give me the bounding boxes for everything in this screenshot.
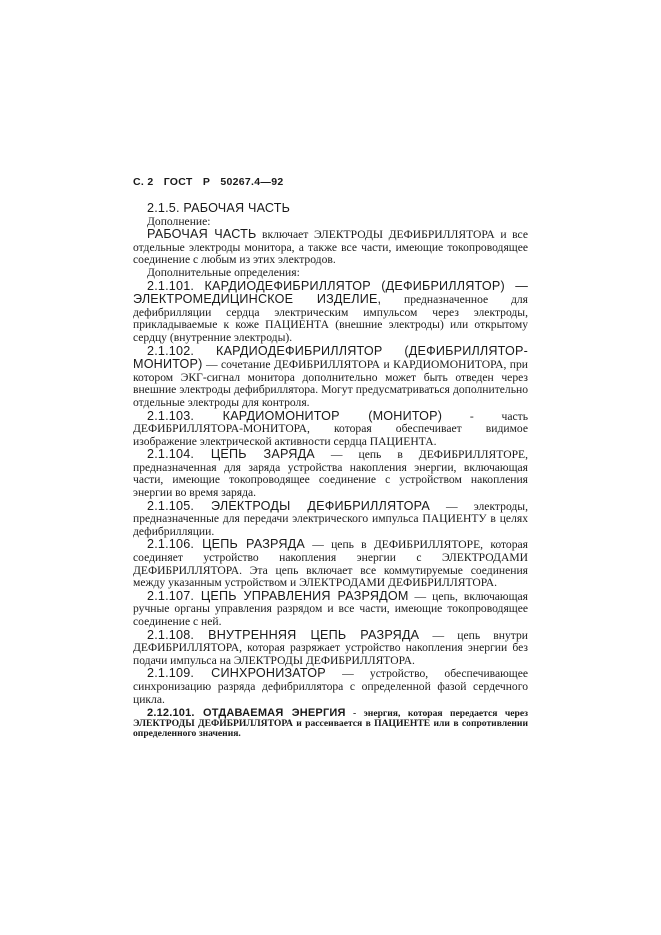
definition-2-12-101: 2.12.101. ОТДАВАЕМАЯ ЭНЕРГИЯ - энергия, которая передается через ЭЛЕКТРОДЫ ДЕФИБРИЛЛЯТОРА и рассеивается в ПАЦИЕНТЕ или в сопротивлении определенного значения. <box>133 707 528 740</box>
definition-2-1-103: 2.1.103. КАРДИОМОНИТОР (МОНИТОР) - часть ДЕФИБРИЛЛЯТОРА-МОНИТОРА, которая обеспечивает видимое изображение электрической активности сердца ПАЦИЕНТА. <box>133 408 528 448</box>
extra-definitions-label: Дополнительные определения: <box>147 265 300 279</box>
addition-label: Дополнение: <box>147 214 211 228</box>
page-number: С. 2 <box>133 176 154 188</box>
definition-2-1-108: 2.1.108. ВНУТРЕННЯЯ ЦЕПЬ РАЗРЯДА — цепь внутри ДЕФИБРИЛЛЯТОРА, которая разряжает устройство накопления энергии без подачи импульса на ЭЛЕКТРОДЫ ДЕФИБРИЛЛЯТОРА. <box>133 627 528 667</box>
standard-letter: Р <box>202 176 211 188</box>
definition-2-1-104: 2.1.104. ЦЕПЬ ЗАРЯДА — цепь в ДЕФИБРИЛЛЯТОРЕ, предназначенная для заряда устройства накопления энергии, включающая части, имеющие токопроводящее соединение с устройством накопления энергии во время заряда. <box>133 447 528 500</box>
standard-label: ГОСТ <box>163 176 193 188</box>
document-page <box>133 176 528 739</box>
definition-2-1-105: 2.1.105. ЭЛЕКТРОДЫ ДЕФИБРИЛЛЯТОРА — электроды, предназначенные для передачи электрического импульса ПАЦИЕНТУ в целях дефибрилляции. <box>133 498 528 538</box>
definition-2-1-107: 2.1.107. ЦЕПЬ УПРАВЛЕНИЯ РАЗРЯДОМ — цепь, включающая ручные органы управления разрядом и все части, имеющие токопроводящее соединение с ней. <box>133 588 528 628</box>
definition-2-1-106: 2.1.106. ЦЕПЬ РАЗРЯДА — цепь в ДЕФИБРИЛЛЯТОРЕ, которая соединяет устройство накопления энергии с ЭЛЕКТРОДАМИ ДЕФИБРИЛЛЯТОРА. Эта цепь включает все коммутируемые соединения между указанным устройством и ЭЛЕКТРОДАМИ ДЕФИБРИЛЛЯТОРА. <box>133 537 528 590</box>
standard-number: 50267.4—92 <box>220 176 284 188</box>
section-heading-2-1-5: 2.1.5. РАБОЧАЯ ЧАСТЬ <box>147 201 291 215</box>
definition-2-1-102: 2.1.102. КАРДИОДЕФИБРИЛЛЯТОР (ДЕФИБРИЛЛЯТОР-МОНИТОР) — сочетание ДЕФИБРИЛЛЯТОРА и КАРДИОМОНИТОРА, при котором ЭКГ-сигнал монитора дополнительно может быть отведен через внешние электроды дефибриллятора. Могут предусматриваться дополнительно отдельные электроды для контроля. <box>133 343 528 409</box>
document-body <box>133 202 528 739</box>
addition-body: РАБОЧАЯ ЧАСТЬ включает ЭЛЕКТРОДЫ ДЕФИБРИЛЛЯТОРА и все отдельные электроды монитора, а также все части, имеющие токопроводящее соединение с любым из этих электродов. <box>133 227 528 267</box>
definition-2-1-109: 2.1.109. СИНХРОНИЗАТОР — устройство, обеспечивающее синхронизацию разряда дефибриллятора с определенной фазой сердечного цикла. <box>133 666 529 706</box>
definition-2-1-101: 2.1.101. КАРДИОДЕФИБРИЛЛЯТОР (ДЕФИБРИЛЛЯТОР) — ЭЛЕКТРОМЕДИЦИНСКОЕ ИЗДЕЛИЕ, предназначенное для дефибрилляции сердца электрическим импульсом через электроды, прикладываемые к коже ПАЦИЕНТА (внешние электроды) или открытому сердцу (внутренние электроды). <box>133 278 528 344</box>
page-header <box>133 176 528 188</box>
